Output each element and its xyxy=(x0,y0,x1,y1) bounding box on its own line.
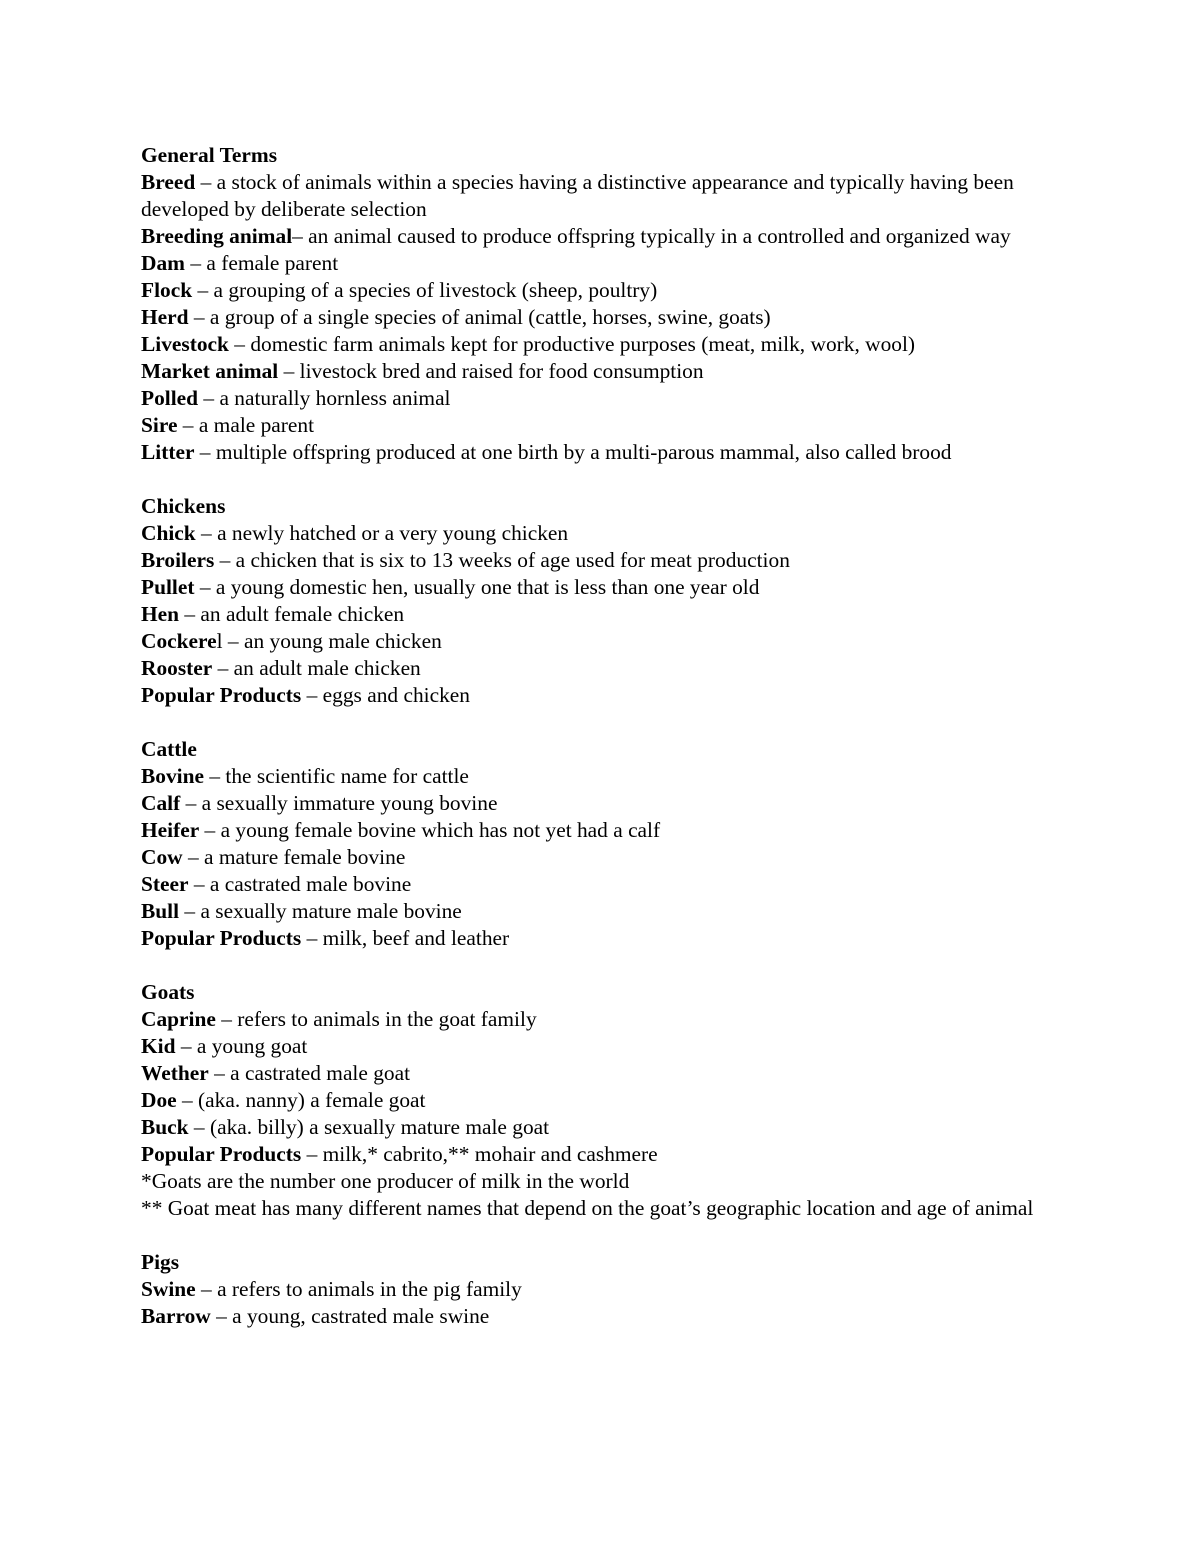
definition: – a young goat xyxy=(175,1034,308,1058)
term-entry xyxy=(141,1141,1066,1168)
section-heading: General Terms xyxy=(141,143,278,167)
definition: l – an young male chicken xyxy=(216,629,442,653)
term: Breed xyxy=(141,170,196,194)
definition: – refers to animals in the goat family xyxy=(215,1007,537,1031)
definition: – a sexually mature male bovine xyxy=(179,899,462,923)
definition: – milk,* cabrito,** mohair and cashmere xyxy=(301,1142,658,1166)
definition: – a young, castrated male swine xyxy=(210,1304,490,1328)
term-entry xyxy=(141,574,1066,601)
definition: – a naturally hornless animal xyxy=(198,386,451,410)
definition: – a refers to animals in the pig family xyxy=(195,1277,522,1301)
term-entry xyxy=(141,655,1066,682)
term: Wether xyxy=(141,1061,209,1085)
term-entry xyxy=(141,331,1066,358)
term-entry xyxy=(141,1303,1066,1330)
definition: – (aka. billy) a sexually mature male goat xyxy=(188,1115,550,1139)
document-page xyxy=(141,142,1066,1330)
term-entry xyxy=(141,304,1066,331)
term-entry xyxy=(141,1114,1066,1141)
term-entry xyxy=(141,817,1066,844)
term-entry xyxy=(141,250,1066,277)
term: Swine xyxy=(141,1277,196,1301)
term-entry xyxy=(141,601,1066,628)
term: Hen xyxy=(141,602,180,626)
term: Pullet xyxy=(141,575,195,599)
section-cattle xyxy=(141,736,1066,952)
term: Heifer xyxy=(141,818,200,842)
definition: – a sexually immature young bovine xyxy=(180,791,498,815)
term-entry xyxy=(141,520,1066,547)
definition: – the scientific name for cattle xyxy=(204,764,469,788)
term: Litter xyxy=(141,440,195,464)
term-entry xyxy=(141,358,1066,385)
section-pigs xyxy=(141,1249,1066,1330)
definition: – domestic farm animals kept for productive purposes (meat, milk, work, wool) xyxy=(228,332,916,356)
definition: – an animal caused to produce offspring typically in a controlled and organized way xyxy=(292,224,1011,248)
definition: – a castrated male bovine xyxy=(188,872,412,896)
definition: – a female parent xyxy=(184,251,339,275)
term: Kid xyxy=(141,1034,176,1058)
term: Flock xyxy=(141,278,193,302)
section-heading: Goats xyxy=(141,980,195,1004)
term-entry xyxy=(141,439,1066,466)
term: Dam xyxy=(141,251,185,275)
term-entry xyxy=(141,1060,1066,1087)
term-entry xyxy=(141,898,1066,925)
term: Broilers xyxy=(141,548,215,572)
definition: – an adult female chicken xyxy=(179,602,405,626)
definition: – a newly hatched or a very young chicken xyxy=(195,521,569,545)
definition: – a young female bovine which has not yet had a calf xyxy=(199,818,661,842)
term-entry xyxy=(141,871,1066,898)
term: Calf xyxy=(141,791,181,815)
term-entry xyxy=(141,628,1066,655)
term-entry xyxy=(141,682,1066,709)
term-entry xyxy=(141,385,1066,412)
term: Cow xyxy=(141,845,183,869)
definition: – multiple offspring produced at one birth by a multi-parous mammal, also called brood xyxy=(194,440,952,464)
term: Popular Products xyxy=(141,683,302,707)
term-entry xyxy=(141,1033,1066,1060)
footnote: ** Goat meat has many different names that depend on the goat’s geographic location and age of animal xyxy=(141,1196,1034,1220)
definition: – a chicken that is six to 13 weeks of age used for meat production xyxy=(214,548,790,572)
footnote: *Goats are the number one producer of milk in the world xyxy=(141,1169,630,1193)
definition: – a mature female bovine xyxy=(182,845,406,869)
term: Popular Products xyxy=(141,926,302,950)
definition: – a young domestic hen, usually one that is less than one year old xyxy=(194,575,760,599)
term: Breeding animal xyxy=(141,224,293,248)
section-heading: Cattle xyxy=(141,737,197,761)
term-entry xyxy=(141,1087,1066,1114)
term: Cockere xyxy=(141,629,217,653)
section-goats xyxy=(141,979,1066,1222)
term: Steer xyxy=(141,872,189,896)
section-chickens xyxy=(141,493,1066,709)
term-entry xyxy=(141,763,1066,790)
term: Buck xyxy=(141,1115,189,1139)
definition: – (aka. nanny) a female goat xyxy=(176,1088,426,1112)
term-entry xyxy=(141,223,1066,250)
term-entry xyxy=(141,547,1066,574)
definition: – a castrated male goat xyxy=(208,1061,411,1085)
definition: – eggs and chicken xyxy=(301,683,470,707)
term: Barrow xyxy=(141,1304,211,1328)
term: Polled xyxy=(141,386,199,410)
term-entry xyxy=(141,412,1066,439)
definition: – a stock of animals within a species having a distinctive appearance and typically having been developed by deliberate selection xyxy=(141,170,1014,221)
term: Bull xyxy=(141,899,180,923)
section-heading: Pigs xyxy=(141,1250,180,1274)
term-entry xyxy=(141,169,1066,223)
term: Doe xyxy=(141,1088,177,1112)
term-entry xyxy=(141,844,1066,871)
term: Livestock xyxy=(141,332,229,356)
definition: – a grouping of a species of livestock (sheep, poultry) xyxy=(192,278,658,302)
definition: – livestock bred and raised for food consumption xyxy=(278,359,704,383)
term: Market animal xyxy=(141,359,279,383)
term-entry xyxy=(141,1006,1066,1033)
term: Caprine xyxy=(141,1007,216,1031)
term: Sire xyxy=(141,413,178,437)
term: Popular Products xyxy=(141,1142,302,1166)
term-entry xyxy=(141,277,1066,304)
definition: – an adult male chicken xyxy=(212,656,421,680)
term-entry xyxy=(141,1276,1066,1303)
definition: – a male parent xyxy=(177,413,315,437)
term: Rooster xyxy=(141,656,213,680)
definition: – milk, beef and leather xyxy=(301,926,510,950)
definition: – a group of a single species of animal (cattle, horses, swine, goats) xyxy=(188,305,771,329)
section-general-terms xyxy=(141,142,1066,466)
term: Bovine xyxy=(141,764,204,788)
term-entry xyxy=(141,925,1066,952)
section-heading: Chickens xyxy=(141,494,226,518)
term: Herd xyxy=(141,305,189,329)
term: Chick xyxy=(141,521,196,545)
term-entry xyxy=(141,790,1066,817)
